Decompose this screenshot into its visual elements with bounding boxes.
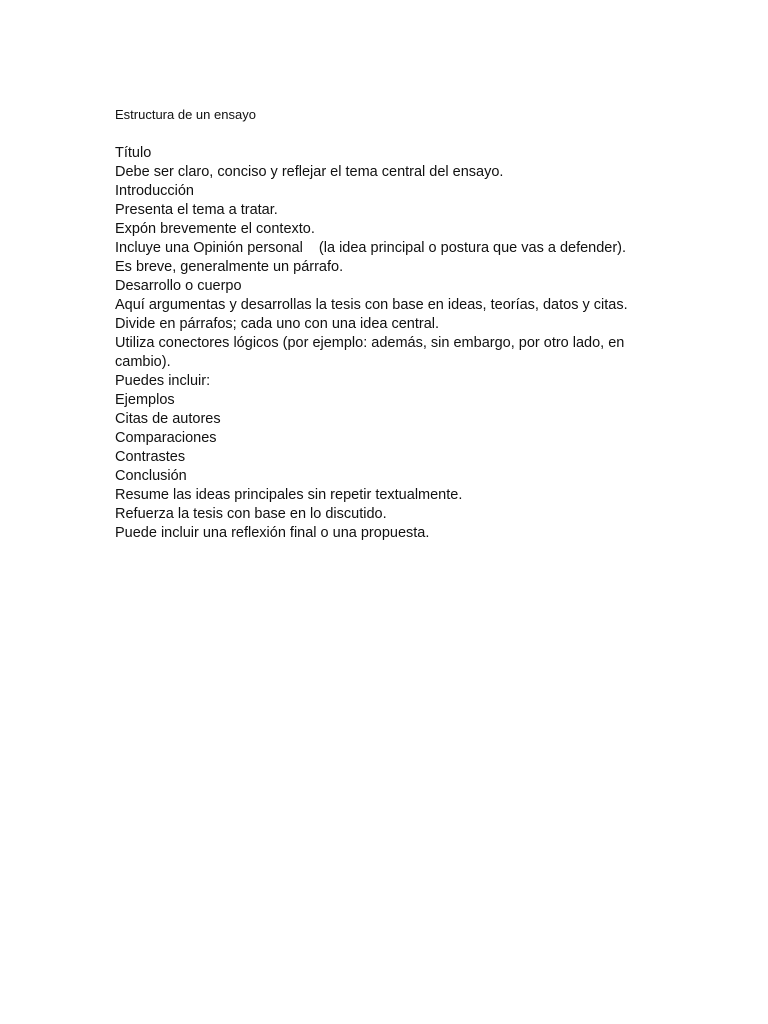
body-line: Incluye una Opinión personal (la idea principal o postura que vas a defender). <box>115 240 627 256</box>
body-line: Presenta el tema a tratar. <box>115 202 278 218</box>
document-heading: Estructura de un ensayo <box>115 107 256 122</box>
body-line: Puedes incluir: <box>115 373 211 389</box>
list-item: Ejemplos <box>115 392 175 408</box>
section-title-conclusion: Conclusión <box>115 468 187 484</box>
body-line: Puede incluir una reflexión final o una propuesta. <box>115 525 430 541</box>
body-line: Debe ser claro, conciso y reflejar el tema central del ensayo. <box>115 164 504 180</box>
body-line: Utiliza conectores lógicos (por ejemplo: además, sin embargo, por otro lado, en <box>115 335 625 351</box>
body-line: Es breve, generalmente un párrafo. <box>115 259 344 275</box>
section-title-introduccion: Introducción <box>115 183 194 199</box>
document-body <box>115 144 675 543</box>
body-line: Resume las ideas principales sin repetir textualmente. <box>115 487 463 503</box>
section-title-desarrollo: Desarrollo o cuerpo <box>115 278 242 294</box>
body-line: cambio). <box>115 354 171 370</box>
body-line: Refuerza la tesis con base en lo discutido. <box>115 506 387 522</box>
list-item: Contrastes <box>115 449 186 465</box>
body-line: Expón brevemente el contexto. <box>115 221 315 237</box>
body-line: Divide en párrafos; cada uno con una idea central. <box>115 316 440 332</box>
body-line: Aquí argumentas y desarrollas la tesis con base en ideas, teorías, datos y citas. <box>115 297 628 313</box>
section-title-titulo: Título <box>115 145 152 161</box>
list-item: Comparaciones <box>115 430 217 446</box>
list-item: Citas de autores <box>115 411 221 427</box>
